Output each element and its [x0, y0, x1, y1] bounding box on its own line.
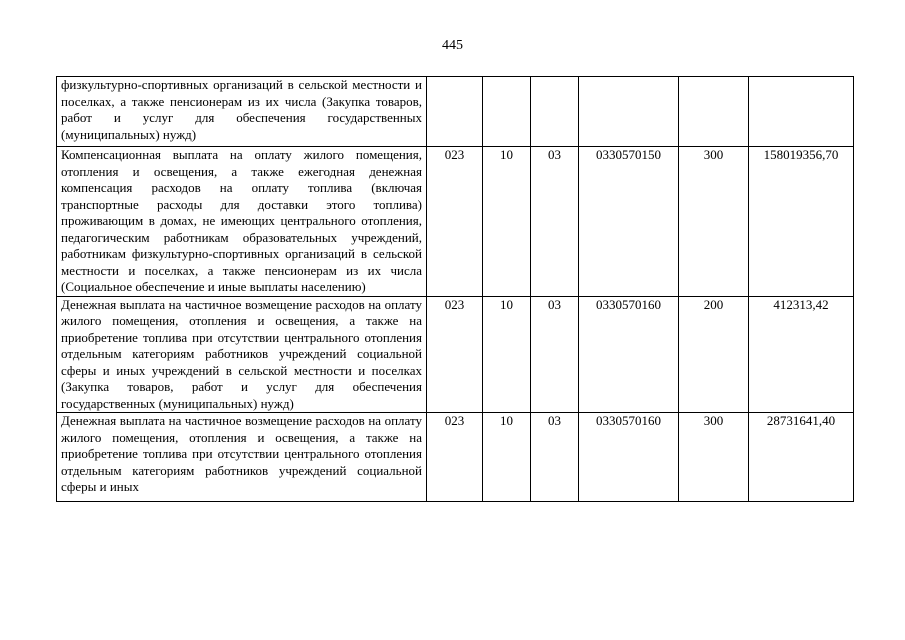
table-row — [57, 413, 854, 502]
ministry-code: 023 — [427, 296, 483, 413]
page-number: 445 — [442, 38, 463, 53]
ministry-code — [427, 77, 483, 147]
target-code: 0330570160 — [579, 296, 679, 413]
expense-type-code — [679, 77, 749, 147]
section-code: 10 — [483, 147, 531, 297]
subsection-code: 03 — [531, 413, 579, 502]
section-code — [483, 77, 531, 147]
subsection-code: 03 — [531, 147, 579, 297]
amount: 158019356,70 — [749, 147, 854, 297]
table-row — [57, 147, 854, 297]
row-description-cell — [57, 413, 427, 502]
row-description: Денежная выплата на частичное возмещение расходов на оплату жилого помещения, отопления и освещения, а также на приобретение топлива при отсутствии центрального отопления отдельным категориям работников учреждений социальной сферы и иных — [61, 413, 422, 494]
section-code: 10 — [483, 296, 531, 413]
row-description: Компенсационная выплата на оплату жилого помещения, отопления и освещения, а также ежегодная денежная компенсация расходов на оплату топлива (включая транспортные расходы для доставки этого топлива) проживающим в домах, не имеющих центрального отопления, педагогическим работникам образовательных учреждений, работникам физкультурно-спортивных организаций в сельской местности и поселках, а также пенсионерам из их числа (Социальное обеспечение и иные выплаты населению) — [57, 147, 427, 297]
subsection-code — [531, 77, 579, 147]
section-code: 10 — [483, 413, 531, 502]
budget-table — [56, 76, 854, 502]
amount: 28731641,40 — [749, 413, 854, 502]
target-code: 0330570160 — [579, 413, 679, 502]
expense-type-code: 300 — [679, 413, 749, 502]
ministry-code: 023 — [427, 147, 483, 297]
target-code: 0330570150 — [579, 147, 679, 297]
row-description: физкультурно-спортивных организаций в сельской местности и поселках, а также пенсионерам из их числа (Закупка товаров, работ и услуг для обеспечения государственных (муниципальных) нужд) — [57, 77, 427, 147]
table-row — [57, 77, 854, 147]
expense-type-code: 300 — [679, 147, 749, 297]
amount: 412313,42 — [749, 296, 854, 413]
table-row — [57, 296, 854, 413]
row-description: Денежная выплата на частичное возмещение расходов на оплату жилого помещения, отопления и освещения, а также на приобретение топлива при отсутствии центрального отопления отдельным категориям работников учреждений социальной сферы и иных учреждений в сельской местности и поселках (Закупка товаров, работ и услуг для обеспечения государственных (муниципальных) нужд) — [57, 296, 427, 413]
target-code — [579, 77, 679, 147]
subsection-code: 03 — [531, 296, 579, 413]
amount — [749, 77, 854, 147]
expense-type-code: 200 — [679, 296, 749, 413]
ministry-code: 023 — [427, 413, 483, 502]
